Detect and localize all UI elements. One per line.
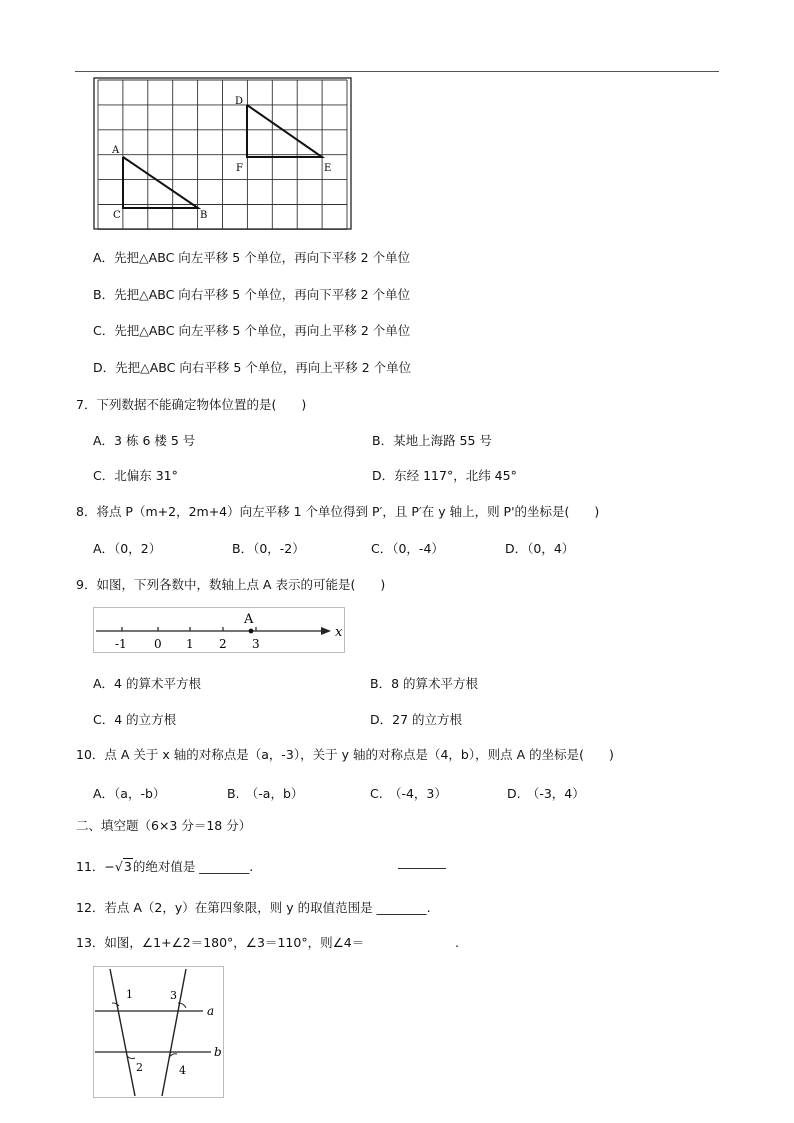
tick-3: 3: [252, 637, 260, 651]
q11-neg: −: [104, 859, 115, 874]
angle-label-2: 2: [136, 1061, 143, 1074]
label-C: C: [113, 210, 121, 221]
q7-option-b: B．某地上海路 55 号: [372, 433, 492, 448]
q8-option-a: A．（0，2）: [93, 541, 162, 556]
tick-0: 0: [154, 637, 162, 651]
q8-option-c: C．（0，-4）: [371, 541, 444, 556]
line-label-a: a: [207, 1004, 215, 1018]
angle-label-1: 1: [126, 988, 133, 1001]
tick-1: 1: [186, 637, 194, 651]
q9-option-b: B．8 的算术平方根: [370, 676, 479, 691]
q10-option-a: A．（a，-b）: [93, 786, 166, 801]
section-fill-in-title: 二、填空题（6×3 分＝18 分）: [76, 818, 252, 833]
q6-option-d: D．先把△ABC 向右平移 5 个单位，再向上平移 2 个单位: [93, 360, 412, 375]
q9-option-a: A．4 的算术平方根: [93, 676, 201, 691]
label-E: E: [324, 163, 332, 174]
label-A: A: [112, 145, 120, 156]
q9-option-d: D．27 的立方根: [370, 712, 463, 727]
axis-var-x: x: [335, 625, 343, 640]
line-label-b: b: [214, 1045, 222, 1059]
q8-option-d: D．（0，4）: [505, 541, 575, 556]
q6-option-b: B．先把△ABC 向右平移 5 个单位，再向下平移 2 个单位: [93, 287, 411, 302]
angle-label-4: 4: [179, 1064, 186, 1077]
q9-stem: 9．如图，下列各数中，数轴上点 A 表示的可能是( ): [76, 577, 386, 592]
label-F: F: [236, 163, 243, 174]
parallel-lines-figure: [93, 966, 224, 1098]
q6-option-a: A．先把△ABC 向左平移 5 个单位，再向下平移 2 个单位: [93, 250, 411, 265]
number-line-figure: [93, 607, 346, 654]
q11-line: 11．−√3的绝对值是 ________.: [76, 859, 254, 874]
q13-line: 13．如图，∠1+∠2＝180°，∠3＝110°，则∠4＝: [76, 935, 365, 950]
tick-2: 2: [219, 637, 227, 651]
tick-neg1: -1: [115, 637, 127, 651]
q7-option-a: A．3 栋 6 楼 5 号: [93, 433, 196, 448]
header-rule: [75, 71, 719, 72]
axis-point-A: A: [244, 612, 254, 627]
label-B: B: [200, 210, 208, 221]
q7-stem: 7．下列数据不能确定物体位置的是( ): [76, 397, 307, 412]
q13-end: .: [455, 935, 459, 950]
q6-option-c: C．先把△ABC 向左平移 5 个单位，再向上平移 2 个单位: [93, 323, 411, 338]
q11-number: 11．: [76, 859, 105, 874]
q8-stem: 8．将点 P（m+2，2m+4）向左平移 1 个单位得到 P′，且 P′在 y 轴上，则 P'的坐标是( ): [76, 504, 600, 519]
q7-option-c: C．北偏东 31°: [93, 468, 178, 483]
q8-option-b: B．（0，-2）: [232, 541, 305, 556]
q7-option-d: D．东经 117°，北纬 45°: [372, 468, 517, 483]
q12-line: 12．若点 A（2，y）在第四象限，则 y 的取值范围是 ________.: [76, 900, 431, 915]
grid-translation-figure: [93, 77, 353, 231]
q10-option-d: D. （-3，4）: [507, 786, 585, 801]
label-D: D: [235, 96, 244, 107]
q11-radicand: 3: [123, 859, 132, 874]
q10-option-b: B. （-a，b）: [227, 786, 304, 801]
q10-option-c: C. （-4，3）: [370, 786, 447, 801]
q11-extra-blank: [398, 868, 446, 869]
angle-label-3: 3: [170, 989, 177, 1002]
q11-rest: 的绝对值是 ________.: [132, 859, 254, 874]
q9-option-c: C．4 的立方根: [93, 712, 177, 727]
q10-stem: 10．点 A 关于 x 轴的对称点是（a，-3），关于 y 轴的对称点是（4，b），则点 A 的坐标是( ): [76, 747, 614, 762]
